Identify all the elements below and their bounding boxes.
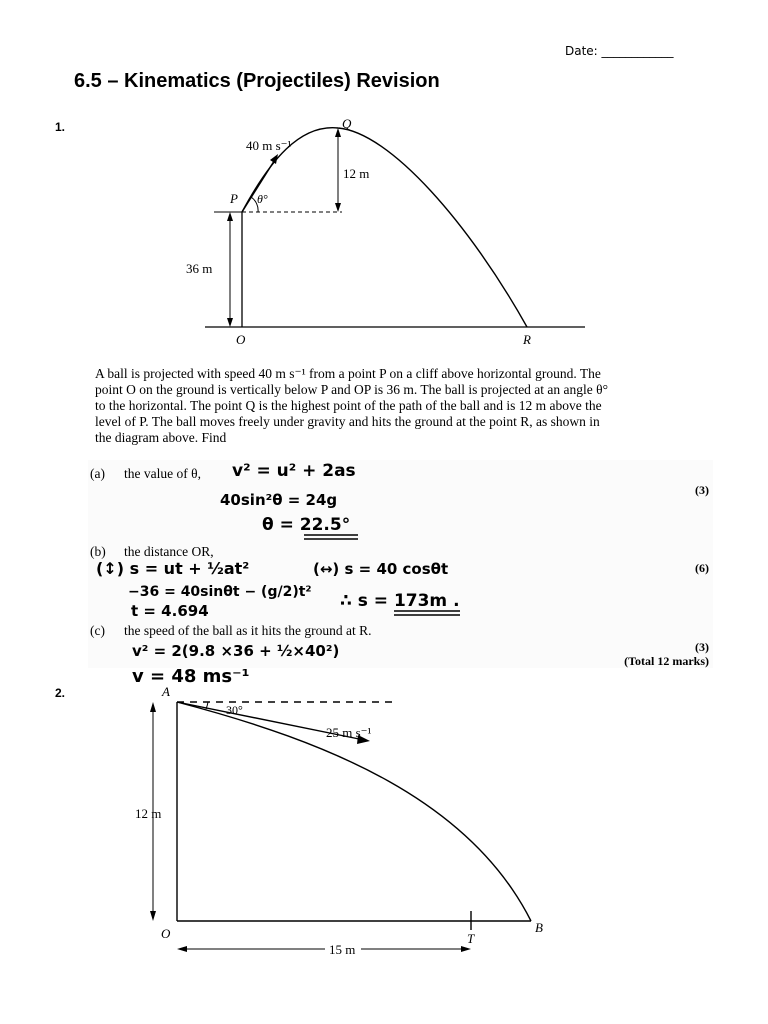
part-c-marks: (3) — [695, 640, 709, 654]
q2-speed-label: 25 m s⁻¹ — [326, 725, 372, 740]
q2-height-arrow-down — [150, 911, 156, 921]
work-a-line-2: 40sin²θ = 24g — [220, 491, 338, 509]
q2-distance-arrow-left — [177, 946, 187, 952]
q1-speed-label: 40 m s⁻¹ — [246, 138, 292, 153]
q1-angle-label: θ° — [257, 192, 268, 206]
work-b-line-4: (↔) s = 40 cosθt — [313, 560, 449, 578]
total-marks: (Total 12 marks) — [624, 654, 709, 668]
q2-point-a: A — [162, 684, 170, 699]
part-b-marks: (6) — [695, 561, 709, 575]
work-a-line-1: v² = u² + 2as — [232, 461, 356, 481]
work-b-line-3: t = 4.694 — [131, 602, 209, 620]
work-a-line-3: θ = 22.5° — [262, 515, 351, 535]
q1-point-r: R — [523, 332, 531, 347]
work-b-line-5: ∴ s = 173m . — [340, 591, 460, 611]
q2-point-o: O — [161, 926, 171, 941]
q2-distance-label: 15 m — [329, 942, 356, 957]
q2-point-t: T — [467, 931, 475, 946]
work-c-line-2: v = 48 ms⁻¹ — [132, 666, 250, 687]
question-2-number: 2. — [55, 686, 66, 700]
q1-point-p: P — [230, 191, 238, 206]
q1-point-q: Q — [342, 116, 352, 131]
q1-point-o: O — [236, 332, 246, 347]
part-c-label: (c) — [90, 623, 105, 638]
q1-height-q-label: 12 m — [343, 166, 370, 181]
part-c-text: the speed of the ball as it hits the ground at R. — [124, 623, 372, 638]
q2-point-b: B — [535, 920, 543, 935]
q1-text-line: the diagram above. Find — [95, 430, 227, 445]
q1-text-line: to the horizontal. The point Q is the highest point of the path of the ball and is 12 m above the — [95, 398, 602, 413]
q2-height-label: 12 m — [135, 806, 162, 821]
page-title: 6.5 – Kinematics (Projectiles) Revision — [74, 70, 440, 92]
date-field: Date: ____________ — [565, 44, 674, 58]
part-b-text: the distance OR, — [124, 544, 214, 559]
part-a-label: (a) — [90, 466, 105, 481]
work-c-line-1: v² = 2(9.8 ×36 + ½×40²) — [132, 642, 340, 660]
part-b-label: (b) — [90, 544, 106, 559]
q1-height-p-label: 36 m — [186, 261, 213, 276]
question-1-number: 1. — [55, 120, 66, 134]
q1-text-line: A ball is projected with speed 40 m s⁻¹ from a point P on a cliff above horizontal ground. The — [95, 366, 601, 381]
q2-height-arrow-up — [150, 702, 156, 712]
q1-text-line: level of P. The ball moves freely under gravity and hits the ground at the point R, as shown in — [95, 414, 600, 429]
q1-text-line: point O on the ground is vertically below P and OP is 36 m. The ball is projected at an angle θ° — [95, 382, 609, 397]
q2-angle-label: 30° — [226, 703, 243, 717]
q2-distance-arrow-right — [461, 946, 471, 952]
part-a-text: the value of θ, — [124, 466, 201, 481]
work-b-line-2: −36 = 40sinθt − (g/2)t² — [128, 584, 312, 600]
part-a-marks: (3) — [695, 483, 709, 497]
work-b-line-1: (↕) s = ut + ½at² — [96, 559, 250, 578]
